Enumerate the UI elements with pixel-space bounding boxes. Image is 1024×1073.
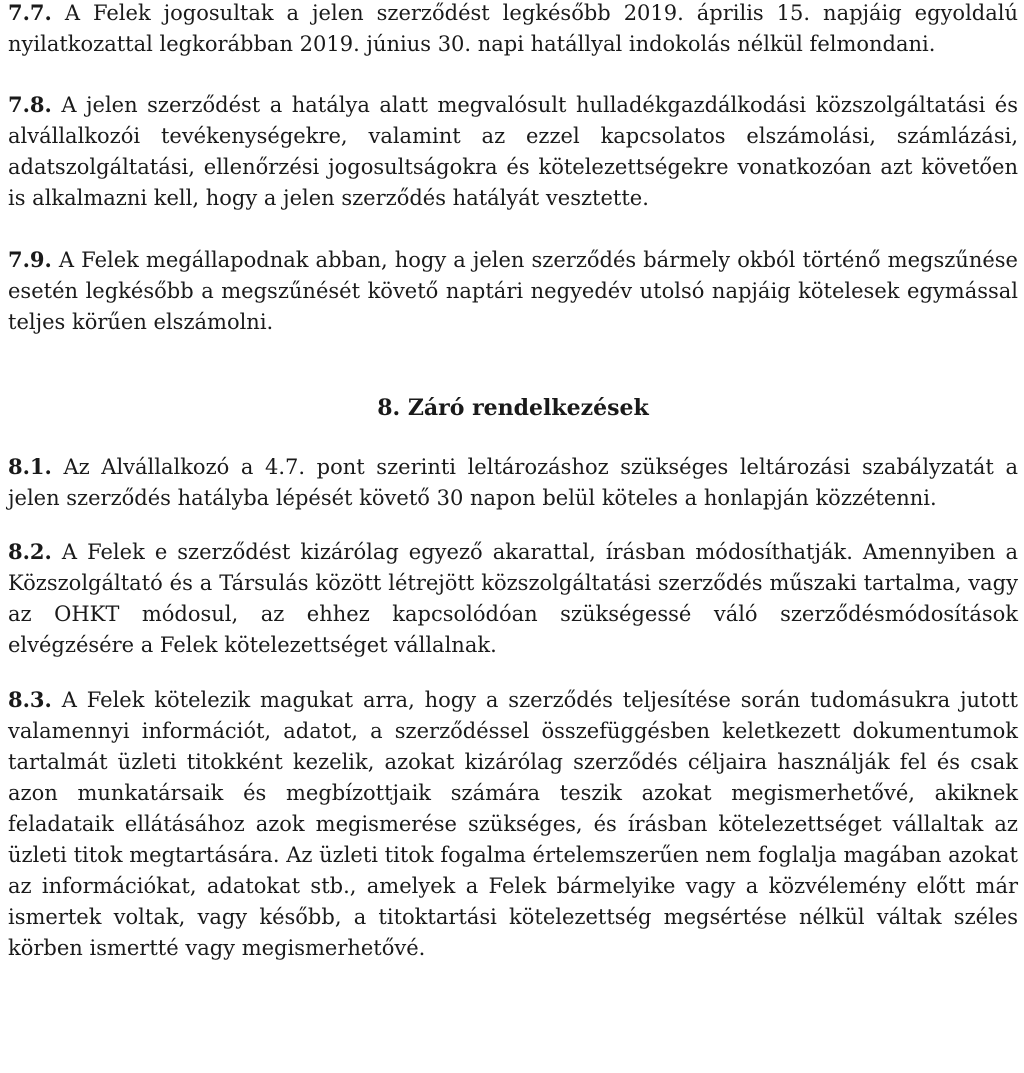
paragraph-8-1 [8, 451, 1018, 514]
paragraph-8-3 [8, 684, 1018, 964]
paragraph-7-9 [8, 244, 1018, 338]
paragraph-number: 7.9. [8, 247, 52, 272]
paragraph-7-8 [8, 89, 1018, 214]
paragraph-number: 8.2. [8, 539, 52, 564]
paragraph-text: A Felek jogosultak a jelen szerződést legkésőbb 2019. április 15. napjáig egyoldalú nyilatkozattal legkorábban 2019. június 30. napi hatállyal indokolás nélkül felmondani. [8, 1, 1018, 56]
paragraph-number: 8.3. [8, 687, 52, 712]
paragraph-number: 7.8. [8, 92, 52, 117]
paragraph-text: A Felek megállapodnak abban, hogy a jelen szerződés bármely okból történő megszűnése esetén legkésőbb a megszűnését követő naptári negyedév utolsó napjáig kötelesek egymással teljes körűen elszámolni. [8, 248, 1018, 334]
paragraph-text: A Felek e szerződést kizárólag egyező akarattal, írásban módosíthatják. Amennyiben a Közszolgáltató és a Társulás között létrejött közszolgáltatási szerződés műszaki tartalma, vagy az OHKT módosul, az ehhez kapcsolódóan szükségessé váló szerződésmódosítások elvégzésére a Felek kötelezettséget vállalnak. [8, 540, 1018, 657]
paragraph-text: A jelen szerződést a hatálya alatt megvalósult hulladékgazdálkodási közszolgáltatási és alvállalkozói tevékenységekre, valamint az ezzel kapcsolatos elszámolási, számlázási, adatszolgáltatási, ellenőrzési jogosultságokra és kötelezettségekre vonatkozóan azt követően is alkalmazni kell, hogy a jelen szerződés hatályát vesztette. [8, 93, 1018, 210]
paragraph-7-7 [8, 0, 1018, 60]
paragraph-number: 7.7. [8, 0, 52, 25]
paragraph-text: A Felek kötelezik magukat arra, hogy a szerződés teljesítése során tudomásukra jutott valamennyi információt, adatot, a szerződéssel összefüggésben keletkezett dokumentumok tartalmát üzleti titokként kezelik, azokat kizárólag szerződés céljaira használják fel és csak azon munkatársaik és megbízottjaik számára teszik azokat megismerhetővé, akiknek feladataik ellátásához azok megismerése szükséges, és írásban kötelezettséget vállaltak az üzleti titok megtartására. Az üzleti titok fogalma értelemszerűen nem foglalja magában azokat az információkat, adatokat stb., amelyek a Felek bármelyike vagy a közvélemény előtt már ismertek voltak, vagy később, a titoktartási kötelezettség megsértése nélkül váltak széles körben ismertté vagy megismerhetővé. [8, 688, 1018, 960]
paragraph-8-2 [8, 536, 1018, 661]
section-heading: 8. Záró rendelkezések [377, 395, 649, 421]
paragraph-number: 8.1. [8, 454, 52, 479]
paragraph-text: Az Alvállalkozó a 4.7. pont szerinti leltározáshoz szükséges leltározási szabályzatát a jelen szerződés hatályba lépését követő 30 napon belül köteles a honlapján közzétenni. [8, 455, 1018, 510]
